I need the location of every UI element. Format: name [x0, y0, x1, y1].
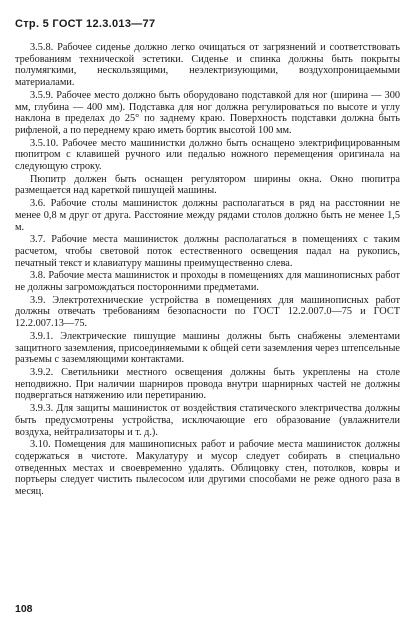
paragraph-3-7: 3.7. Рабочие места машинисток должны располагаться в помещениях с таким расчетом, чтобы световой поток естественного освещения падал на рукопись, печатный текст и клавиатуру машины преимущественно слева.	[15, 234, 400, 269]
paragraph-3-5-9: 3.5.9. Рабочее место должно быть оборудовано подставкой для ног (ширина — 300 мм, глубина — 400 мм). Подставка для ног должна регулироваться по высоте и углу наклона в пределах до 25° по заднему краю. Поверхность подставки должна быть рифленой, а по переднему краю иметь бортик высотой 100 мм.	[15, 89, 400, 136]
paragraph-3-10: 3.10. Помещения для машинописных работ и рабочие места машинисток должны содержаться в чистоте. Макулатуру и мусор следует собирать в специально отведенных местах и своевременно удалять. Облицовку стен, потолков, ковры и портьеры следует чистить пылесосом или другими способами не реже одного раза в месяц.	[15, 439, 400, 498]
paragraph-3-9-3: 3.9.3. Для защиты машинисток от воздействия статического электричества должны быть предусмотрены устройства, исключающие его образование (увлажнители воздуха, нейтрализаторы и т. д.).	[15, 403, 400, 438]
paragraph-3-8: 3.8. Рабочие места машинисток и проходы в помещениях для машинописных работ не должны загромождаться посторонними предметами.	[15, 270, 400, 294]
page-header: Стр. 5 ГОСТ 12.3.013—77	[15, 18, 156, 30]
paragraph-3-9-2: 3.9.2. Светильники местного освещения должны быть укреплены на столе неподвижно. При наличии шарниров провода внутри шарнирных частей не должны подвергаться натяжению или перетиранию.	[15, 366, 400, 402]
document-body	[15, 42, 400, 499]
paragraph-pyupitr: Пюпитр должен быть оснащен регулятором ширины окна. Окно пюпитра размещается над кареткой пишущей машины.	[15, 173, 400, 197]
paragraph-3-5-8: 3.5.8. Рабочее сиденье должно легко очищаться от загрязнений и соответствовать требованиям технической эстетики. Сиденье и спинка должны быть покрыты полумягкими, нескользящими, неэлектризующими, воздухопроницаемыми материалами.	[15, 42, 400, 89]
paragraph-3-5-10: 3.5.10. Рабочее место машинистки должно быть оснащено электрифицированным пюпитром с клавишей ручного или педалью ножного перемещения оригинала на следующую строку.	[15, 137, 400, 173]
paragraph-3-6: 3.6. Рабочие столы машинисток должны располагаться в ряд на расстоянии не менее 0,8 м друг от друга. Расстояние между рядами столов должно быть не менее 1,5 м.	[15, 198, 400, 233]
paragraph-3-9: 3.9. Электротехнические устройства в помещениях для машинописных работ должны отвечать требованиям безопасности по ГОСТ 12.2.007.0—75 и ГОСТ 12.2.007.13—75.	[15, 294, 400, 330]
paragraph-3-9-1: 3.9.1. Электрические пишущие машины должны быть снабжены элементами защитного заземления, присоединяемыми к общей сети заземления через штепсельные разъемы с заземляющими контактами.	[15, 330, 400, 366]
page-number: 108	[15, 603, 33, 615]
